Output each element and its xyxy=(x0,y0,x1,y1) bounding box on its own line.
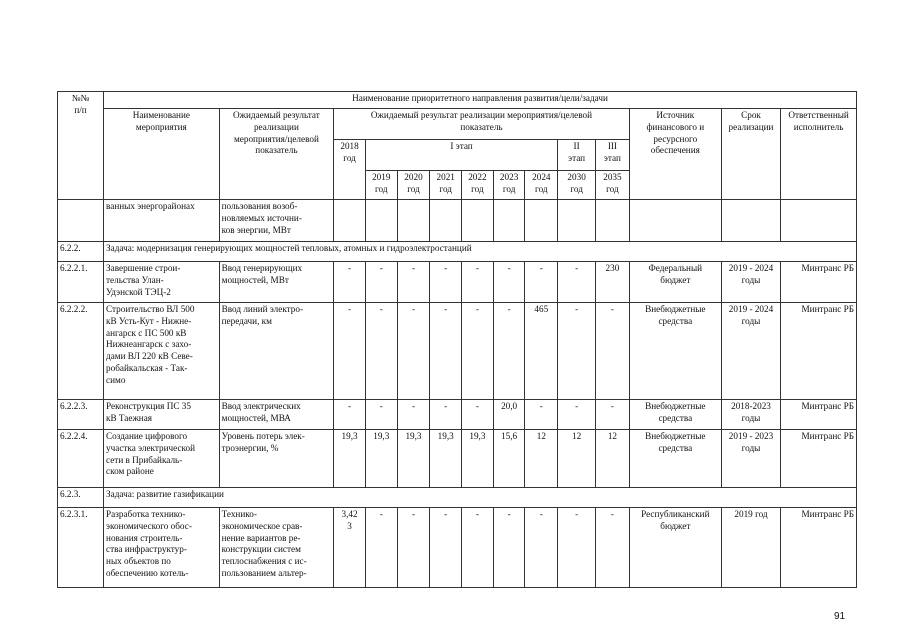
row-source: Республиканский бюджет xyxy=(629,508,721,588)
task-2-rows xyxy=(58,508,857,588)
row-result: Уровень потерь элек- троэнергии, % xyxy=(219,430,334,488)
row-name: Строительство ВЛ 500 кВ Усть-Кут - Нижне- ангарск с ПС 500 кВ Нижнеангарск с захо- дами ВЛ 220 кВ Севе- робайкальская - Так- симо xyxy=(104,303,220,400)
table-row xyxy=(58,508,857,588)
header-year: 2021 год xyxy=(430,171,462,200)
row-value: - xyxy=(397,262,430,303)
task-row xyxy=(58,242,857,262)
row-name: Разработка технико- экономического обос- нования строитель- ства инфраструктур- ных объектов по обеспечению котель- xyxy=(104,508,220,588)
row-num: 6.2.2.1. xyxy=(58,262,104,303)
row-source: Внебюджетные средства xyxy=(629,303,721,400)
term-cell xyxy=(721,200,780,242)
value-cell xyxy=(365,200,397,242)
row-value: - xyxy=(462,508,494,588)
row-value: - xyxy=(493,303,525,400)
row-value: - xyxy=(558,262,596,303)
task-num: 6.2.2. xyxy=(58,242,104,262)
row-term: 2019 - 2024 годы xyxy=(721,303,780,400)
row-name: Завершение строи- тельства Улан- Удэнской ТЭЦ-2 xyxy=(104,262,220,303)
header-row-2 xyxy=(58,109,857,140)
row-source: Федеральный бюджет xyxy=(629,262,721,303)
row-term: 2019 - 2023 годы xyxy=(721,430,780,488)
row-value: - xyxy=(334,400,366,430)
row-result: Ввод генерирующих мощностей, МВт xyxy=(219,262,334,303)
row-value: 15,6 xyxy=(493,430,525,488)
row-value: 465 xyxy=(525,303,558,400)
table-row xyxy=(58,262,857,303)
responsible-cell xyxy=(781,200,857,242)
row-value: - xyxy=(430,508,462,588)
row-responsible: Минтранс РБ xyxy=(781,303,857,400)
row-value: 19,3 xyxy=(430,430,462,488)
row-responsible: Минтранс РБ xyxy=(781,400,857,430)
row-value: - xyxy=(397,303,430,400)
row-value: - xyxy=(493,508,525,588)
row-value: 230 xyxy=(596,262,630,303)
num-cell xyxy=(58,200,104,242)
header-result: Ожидаемый результат реализации мероприятия/целевой показатель xyxy=(219,109,334,200)
row-value: - xyxy=(525,400,558,430)
row-value: 19,3 xyxy=(334,430,366,488)
row-responsible: Минтранс РБ xyxy=(781,262,857,303)
source-cell xyxy=(629,200,721,242)
header-row-1 xyxy=(58,92,857,109)
row-value: 19,3 xyxy=(462,430,494,488)
row-value: - xyxy=(493,262,525,303)
task-1-rows xyxy=(58,262,857,488)
row-value: - xyxy=(334,262,366,303)
row-value: - xyxy=(365,508,397,588)
row-name: Реконструкция ПС 35 кВ Таежная xyxy=(104,400,220,430)
row-value: - xyxy=(558,508,596,588)
value-cell xyxy=(596,200,630,242)
row-num: 6.2.2.3. xyxy=(58,400,104,430)
task-text: Задача: развитие газификации xyxy=(104,488,857,508)
header-year: 2023 год xyxy=(493,171,525,200)
row-term: 2019 - 2024 годы xyxy=(721,262,780,303)
header-year: 2019 год xyxy=(365,171,397,200)
row-value: 19,3 xyxy=(365,430,397,488)
row-value: - xyxy=(558,303,596,400)
row-term: 2019 год xyxy=(721,508,780,588)
row-value: 3,42 3 xyxy=(334,508,366,588)
task-num: 6.2.3. xyxy=(58,488,104,508)
row-value: - xyxy=(462,303,494,400)
table-row xyxy=(58,400,857,430)
row-value: 19,3 xyxy=(397,430,430,488)
value-cell xyxy=(558,200,596,242)
row-value: - xyxy=(365,303,397,400)
header-num: №№ п/п xyxy=(58,92,104,200)
task-row xyxy=(58,488,857,508)
header-direction: Наименование приоритетного направления развития/цели/задачи xyxy=(104,92,857,109)
row-value: - xyxy=(596,303,630,400)
row-value: - xyxy=(430,400,462,430)
result-cell: пользования возоб- новляемых источни- ков энергии, МВт xyxy=(219,200,334,242)
row-responsible: Минтранс РБ xyxy=(781,508,857,588)
row-value: - xyxy=(397,400,430,430)
header-stage-3: III этап xyxy=(596,140,630,171)
row-responsible: Минтранс РБ xyxy=(781,430,857,488)
header-stage-2: II этап xyxy=(558,140,596,171)
task-text: Задача: модернизация генерирующих мощностей тепловых, атомных и гидроэлектростанций xyxy=(104,242,857,262)
table-row xyxy=(58,303,857,400)
value-cell xyxy=(397,200,430,242)
row-value: 20,0 xyxy=(493,400,525,430)
row-value: - xyxy=(334,303,366,400)
row-value: - xyxy=(525,262,558,303)
header-name: Наименование мероприятия xyxy=(104,109,220,200)
header-responsible: Ответственный исполнитель xyxy=(781,109,857,200)
value-cell xyxy=(334,200,366,242)
value-cell xyxy=(493,200,525,242)
row-source: Внебюджетные средства xyxy=(629,400,721,430)
row-value: - xyxy=(365,262,397,303)
header-year-2018: 2018 год xyxy=(334,140,366,200)
value-cell xyxy=(430,200,462,242)
row-value: - xyxy=(430,262,462,303)
row-value: - xyxy=(397,508,430,588)
row-term: 2018-2023 годы xyxy=(721,400,780,430)
header-year: 2020 год xyxy=(397,171,430,200)
row-value: - xyxy=(558,400,596,430)
header-term: Срок реализации xyxy=(721,109,780,200)
row-value: - xyxy=(430,303,462,400)
row-result: Ввод электрических мощностей, МВА xyxy=(219,400,334,430)
row-num: 6.2.2.4. xyxy=(58,430,104,488)
row-value: - xyxy=(462,400,494,430)
name-cell: ванных энергорайонах xyxy=(104,200,220,242)
action-plan-table xyxy=(57,91,857,588)
header-stage-1: I этап xyxy=(365,140,557,171)
header-year: 2035 год xyxy=(596,171,630,200)
row-value: - xyxy=(596,400,630,430)
row-name: Создание цифрового участка электрической сети в Прибайкаль- ском районе xyxy=(104,430,220,488)
row-value: 12 xyxy=(525,430,558,488)
continuation-row xyxy=(58,200,857,242)
row-value: - xyxy=(462,262,494,303)
row-result: Технико- экономическое срав- нение вариантов ре- конструкции систем теплоснабжения с ис- пользованием альтер- xyxy=(219,508,334,588)
row-value: - xyxy=(525,508,558,588)
row-value: 12 xyxy=(596,430,630,488)
value-cell xyxy=(462,200,494,242)
row-value: - xyxy=(596,508,630,588)
header-year: 2022 год xyxy=(462,171,494,200)
page-number: 91 xyxy=(834,611,846,622)
row-value: - xyxy=(365,400,397,430)
header-year: 2024 год xyxy=(525,171,558,200)
row-num: 6.2.2.2. xyxy=(58,303,104,400)
value-cell xyxy=(525,200,558,242)
table-row xyxy=(58,430,857,488)
row-result: Ввод линий электро- передачи, км xyxy=(219,303,334,400)
row-value: 12 xyxy=(558,430,596,488)
header-source: Источник финансового и ресурсного обеспечения xyxy=(629,109,721,200)
row-source: Внебюджетные средства xyxy=(629,430,721,488)
header-expected: Ожидаемый результат реализации мероприятия/целевой показатель xyxy=(334,109,630,140)
row-num: 6.2.3.1. xyxy=(58,508,104,588)
header-year: 2030 год xyxy=(558,171,596,200)
